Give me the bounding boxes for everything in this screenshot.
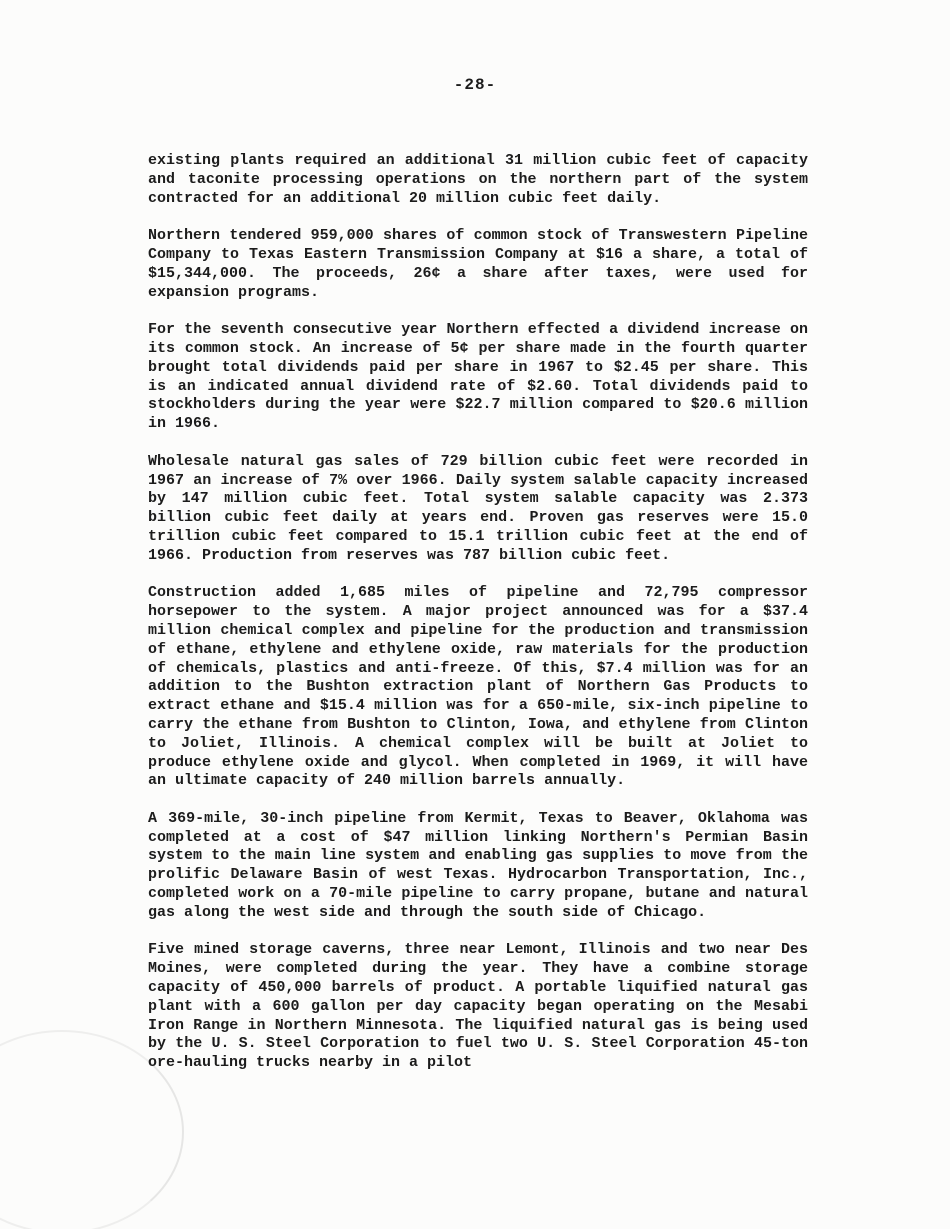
paragraph-storage-caverns: Five mined storage caverns, three near Lemont, Illinois and two near Des Moines, were completed during the year. They have a combine storage capacity of 450,000 barrels of product. A portable liquified natural gas plant with a 600 gallon per day capacity began operating on the Mesabi Iron Range in Northern Minnesota. The liquified natural gas is being used by the U. S. Steel Corporation to fuel two U. S. Steel Corporation 45-ton ore-hauling trucks nearby in a pilot	[148, 941, 808, 1072]
page-number: -28-	[453, 76, 497, 94]
paragraph-plant-capacity: existing plants required an additional 31 million cubic feet of capacity and taconite processing operations on the northern part of the system contracted for an additional 20 million cubic feet daily.	[148, 152, 808, 207]
paragraph-pipeline-kermit: A 369-mile, 30-inch pipeline from Kermit, Texas to Beaver, Oklahoma was completed at a cost of $47 million linking Northern's Permian Basin system to the main line system and enabling gas supplies to move from the prolific Delaware Basin of west Texas. Hydrocarbon Transportation, Inc., completed work on a 70-mile pipeline to carry propane, butane and natural gas along the west side and through the south side of Chicago.	[148, 809, 808, 921]
paragraph-gas-sales: Wholesale natural gas sales of 729 billion cubic feet were recorded in 1967 an increase of 7% over 1966. Daily system salable capacity increased by 147 million cubic feet. Total system salable capacity was 2.373 billion cubic feet daily at years end. Proven gas reserves were 15.0 trillion cubic feet compared to 15.1 trillion cubic feet at the end of 1966. Production from reserves was 787 billion cubic feet.	[148, 452, 808, 564]
document-body	[148, 152, 808, 1092]
paragraph-dividends: For the seventh consecutive year Northern effected a dividend increase on its common stock. An increase of 5¢ per share made in the fourth quarter brought total dividends paid per share in 1967 to $2.45 per share. This is an indicated annual dividend rate of $2.60. Total dividends paid to stockholders during the year were $22.7 million compared to $20.6 million in 1966.	[148, 321, 808, 433]
paragraph-stock-tender: Northern tendered 959,000 shares of common stock of Transwestern Pipeline Company to Texas Eastern Transmission Company at $16 a share, a total of $15,344,000. The proceeds, 26¢ a share after taxes, were used for expansion programs.	[148, 227, 808, 301]
paragraph-construction: Construction added 1,685 miles of pipeline and 72,795 compressor horsepower to the system. A major project announced was for a $37.4 million chemical complex and pipeline for the production and transmission of ethane, ethylene and ethylene oxide, raw materials for the production of chemicals, plastics and anti-freeze. Of this, $7.4 million was for an addition to the Bushton extraction plant of Northern Gas Products to extract ethane and $15.4 million was for a 650-mile, six-inch pipeline to carry the ethane from Bushton to Clinton, Iowa, and ethylene from Clinton to Joliet, Illinois. A chemical complex will be built at Joliet to produce ethylene oxide and glycol. When completed in 1969, it will have an ultimate capacity of 240 million barrels annually.	[148, 584, 808, 790]
